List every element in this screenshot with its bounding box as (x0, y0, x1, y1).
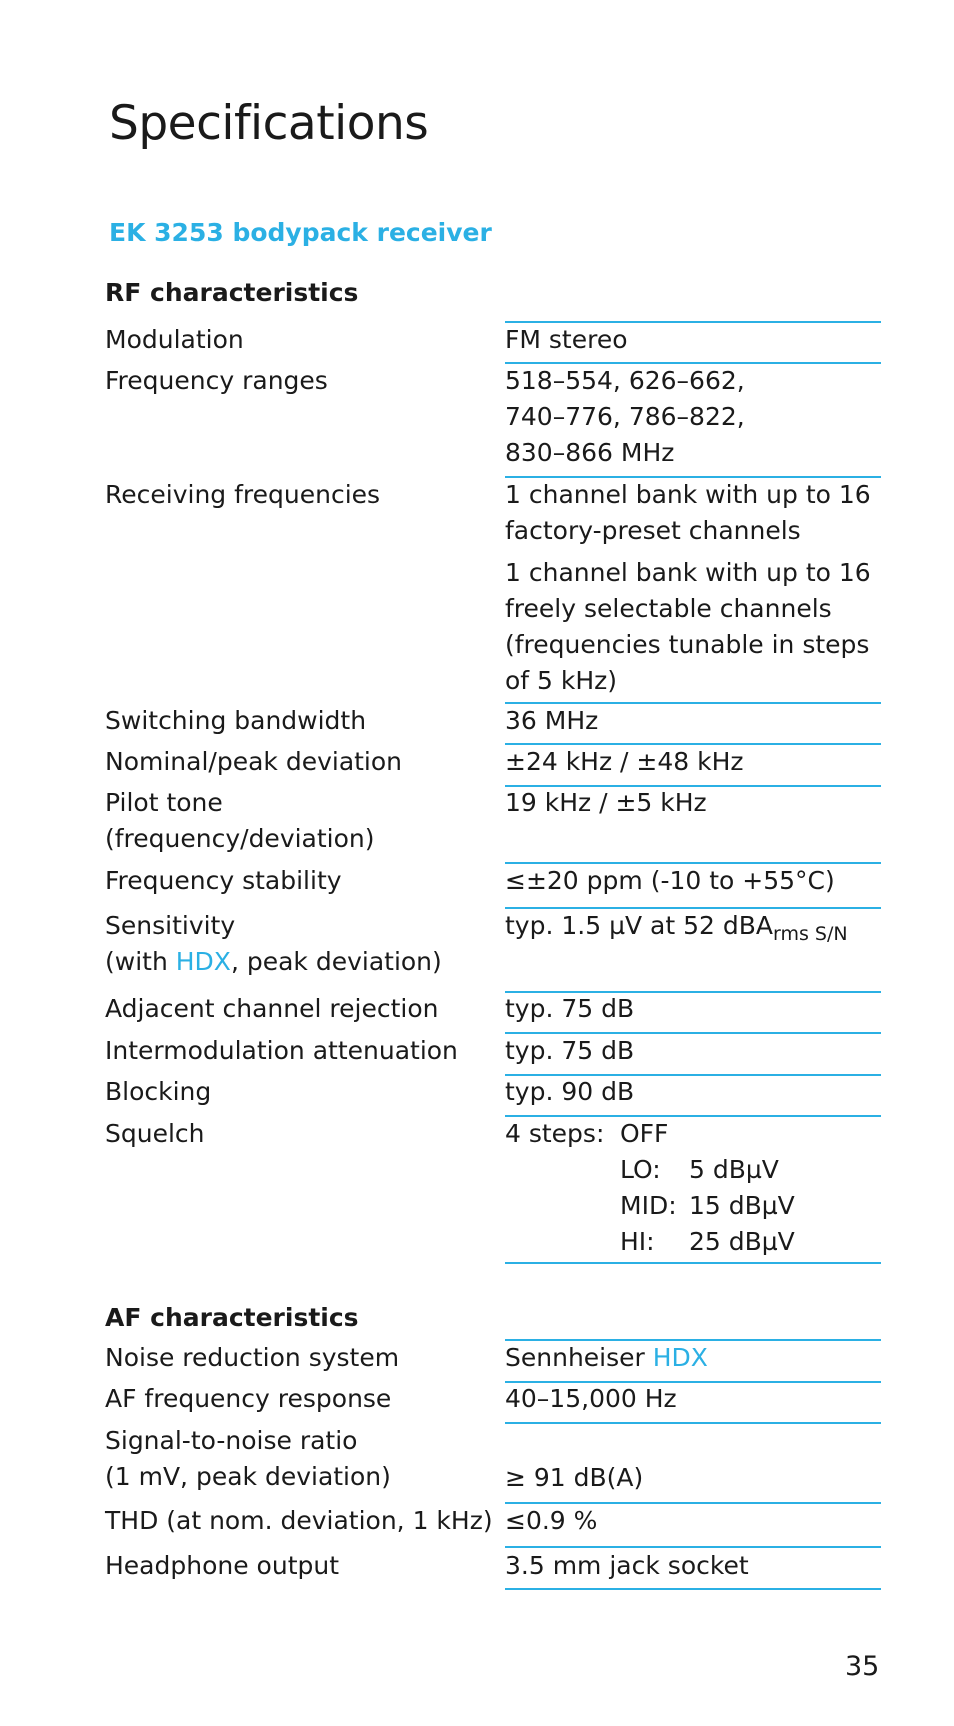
spec-label: Headphone output (105, 1551, 340, 1580)
spec-value (505, 1340, 880, 1376)
label-line: Sensitivity (105, 911, 236, 940)
spec-label: Switching bandwidth (105, 706, 367, 735)
hdx-highlight: HDX (652, 1343, 708, 1372)
squelch-row (505, 1188, 880, 1224)
rule (505, 1262, 881, 1264)
hdx-highlight: HDX (175, 947, 231, 976)
spec-value (505, 477, 880, 699)
squelch-row (505, 1224, 880, 1260)
rf-section-heading: RF characteristics (105, 278, 359, 307)
spec-label (105, 908, 500, 980)
spec-value: 19 kHz / ±5 kHz (505, 788, 707, 817)
spec-value: ≥ 91 dB(A) (505, 1463, 644, 1492)
value-subscript: rms S/N (772, 923, 848, 945)
value-line: 518–554, 626–662, (505, 366, 745, 395)
rule (505, 1588, 881, 1590)
label-line (105, 944, 500, 980)
value-line: factory-preset channels (505, 516, 801, 545)
spec-value: typ. 75 dB (505, 1036, 635, 1065)
value-line: 1 channel bank with up to 16 (505, 480, 871, 509)
squelch-level: MID: (620, 1191, 677, 1220)
spec-label: Receiving frequencies (105, 480, 381, 509)
squelch-level: HI: (620, 1227, 655, 1256)
value-line: (frequencies tunable in steps (505, 630, 870, 659)
spec-value: 36 MHz (505, 706, 599, 735)
squelch-level: LO: (620, 1155, 661, 1184)
spec-value: FM stereo (505, 325, 628, 354)
spec-value: typ. 75 dB (505, 994, 635, 1023)
spec-value: ≤0.9 % (505, 1506, 598, 1535)
squelch-value: 5 dBµV (689, 1155, 779, 1184)
steps-label: 4 steps: (505, 1119, 605, 1148)
page-title: Specifications (109, 96, 429, 151)
label-line: Pilot tone (105, 788, 223, 817)
label-text: , peak deviation) (230, 947, 442, 976)
squelch-value: 15 dBµV (689, 1191, 795, 1220)
spec-value (505, 908, 880, 952)
value-line: of 5 kHz) (505, 666, 618, 695)
spec-label: Frequency ranges (105, 366, 328, 395)
spec-label: THD (at nom. deviation, 1 kHz) (105, 1506, 493, 1535)
squelch-row (505, 1116, 880, 1152)
label-line: (1 mV, peak deviation) (105, 1462, 391, 1491)
spec-label: Frequency stability (105, 866, 342, 895)
value-text: Sennheiser (505, 1343, 653, 1372)
spec-value: 40–15,000 Hz (505, 1384, 677, 1413)
spec-value: ≤±20 ppm (-10 to +55°C) (505, 866, 835, 895)
value-line: 1 channel bank with up to 16 (505, 558, 871, 587)
value-line: freely selectable channels (505, 594, 832, 623)
spec-value: typ. 90 dB (505, 1077, 635, 1106)
label-line: Signal-to-noise ratio (105, 1426, 358, 1455)
value-line: 830–866 MHz (505, 438, 675, 467)
product-title: EK 3253 bodypack receiver (109, 218, 492, 247)
spec-label: Noise reduction system (105, 1343, 400, 1372)
spec-value: ±24 kHz / ±48 kHz (505, 747, 744, 776)
squelch-row (505, 1152, 880, 1188)
rule (505, 1422, 881, 1424)
spec-label: Intermodulation attenuation (105, 1036, 458, 1065)
spec-label: Modulation (105, 325, 244, 354)
spec-value (505, 363, 880, 471)
af-section-heading: AF characteristics (105, 1303, 359, 1332)
value-text: typ. 1.5 µV at 52 dBA (505, 911, 773, 940)
spec-label (105, 785, 500, 857)
label-line: (frequency/deviation) (105, 824, 375, 853)
squelch-level: OFF (620, 1119, 669, 1148)
spec-value: 3.5 mm jack socket (505, 1551, 749, 1580)
spec-label: Blocking (105, 1077, 212, 1106)
spec-label (105, 1423, 500, 1495)
squelch-steps (505, 1116, 880, 1260)
page-number: 35 (845, 1651, 880, 1682)
spec-label: AF frequency response (105, 1384, 392, 1413)
spec-label: Nominal/peak deviation (105, 747, 403, 776)
squelch-value: 25 dBµV (689, 1227, 795, 1256)
spec-label: Squelch (105, 1119, 205, 1148)
label-text: (with (105, 947, 176, 976)
spec-label: Adjacent channel rejection (105, 994, 439, 1023)
value-line: 740–776, 786–822, (505, 402, 745, 431)
